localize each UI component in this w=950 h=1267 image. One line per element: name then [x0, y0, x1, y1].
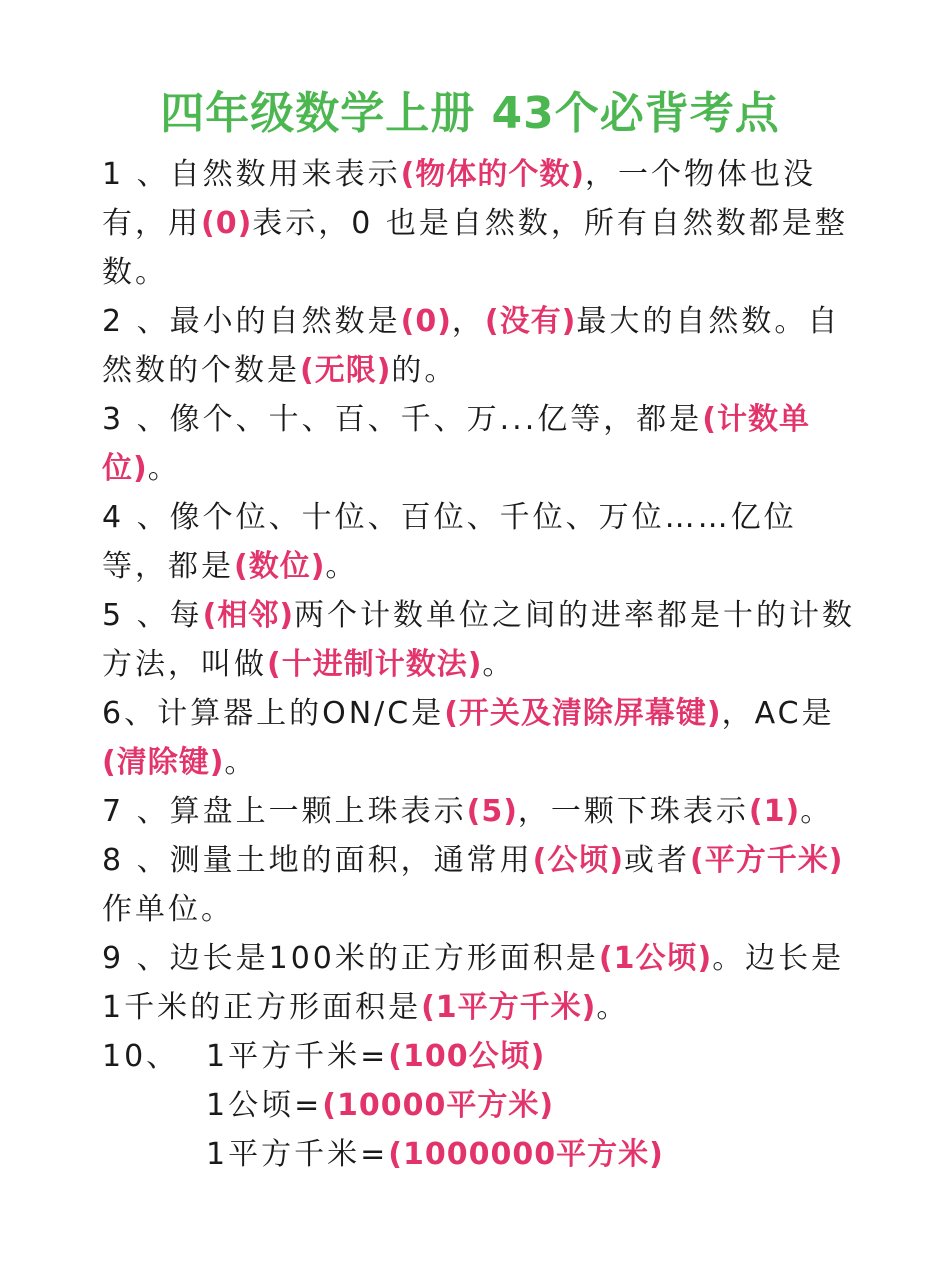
- point-text: 。: [325, 549, 359, 584]
- point-text: 1 、自然数用来表示: [102, 157, 401, 192]
- point-8: [102, 836, 862, 934]
- point-text: 或者: [624, 843, 691, 878]
- point-text: 。: [800, 794, 834, 829]
- point-6: [102, 689, 862, 787]
- point-text: ，一个物体也没有，用: [102, 157, 817, 241]
- point-text: 3 、像个、十、百、千、万...亿等，都是: [102, 402, 703, 437]
- point-text: 6、计算器上的ON/C是: [102, 696, 445, 731]
- point-1: [102, 150, 862, 297]
- point-9: [102, 934, 862, 1032]
- point-text: 1平方千米=: [206, 1039, 389, 1074]
- point-answer: (10000平方米): [322, 1088, 555, 1123]
- point-2: [102, 297, 862, 395]
- point-10-line-2: [102, 1081, 862, 1130]
- point-answer: (平方千米): [690, 843, 844, 878]
- point-text: 7 、算盘上一颗上珠表示: [102, 794, 467, 829]
- point-answer: (数位): [234, 549, 326, 584]
- point-text: 最大的自然数。自然数的个数是: [102, 304, 841, 388]
- point-answer: (没有): [484, 304, 577, 339]
- point-answer: (0): [400, 304, 452, 339]
- point-answer: (1000000平方米): [388, 1137, 664, 1172]
- point-3: [102, 395, 862, 493]
- point-text: 1平方千米=: [206, 1137, 389, 1172]
- point-text: 作单位。: [102, 892, 234, 927]
- point-text: 5 、每: [102, 598, 203, 633]
- point-answer: (1平方千米): [421, 990, 597, 1025]
- point-answer: (计数单位): [102, 402, 810, 486]
- point-answer: (开关及清除屏幕键): [444, 696, 722, 731]
- point-5: [102, 591, 862, 689]
- page-title: 四年级数学上册 43个必背考点: [160, 88, 780, 139]
- point-answer: (无限): [300, 353, 392, 388]
- point-text: 。: [224, 745, 258, 780]
- point-text: 8 、测量土地的面积，通常用: [102, 843, 533, 878]
- point-answer: (1公顷): [598, 941, 713, 976]
- point-answer: (1): [748, 794, 801, 829]
- point-10-number: 10、: [102, 1039, 180, 1074]
- point-10-line-1: [102, 1032, 862, 1081]
- point-4: [102, 493, 862, 591]
- point-answer: (十进制计数法): [267, 647, 483, 682]
- point-text: 1公顷=: [206, 1088, 323, 1123]
- point-answer: (清除键): [102, 745, 225, 780]
- point-text: ，AC是: [721, 696, 835, 731]
- point-text: 表示，0 也是自然数，所有自然数都是整数。: [102, 206, 848, 290]
- point-text: 9 、边长是100米的正方形面积是: [102, 941, 599, 976]
- point-text: 。: [482, 647, 516, 682]
- point-answer: (公顷): [532, 843, 625, 878]
- point-text: 。边长是1千米的正方形面积是: [102, 941, 845, 1025]
- point-text: ，一颗下珠表示: [517, 794, 749, 829]
- point-answer: (5): [466, 794, 518, 829]
- point-answer: (相邻): [202, 598, 295, 633]
- point-answer: (0): [201, 206, 253, 241]
- point-10-line-3: [102, 1130, 862, 1179]
- point-text: ，: [451, 304, 485, 339]
- point-text: 的。: [391, 353, 458, 388]
- points-list: [102, 150, 862, 1179]
- point-text: 。: [596, 990, 630, 1025]
- point-text: 2 、最小的自然数是: [102, 304, 401, 339]
- point-text: 。: [147, 451, 181, 486]
- point-answer: (100公顷): [388, 1039, 546, 1074]
- point-text: 4 、像个位、十位、百位、千位、万位……亿位等，都是: [102, 500, 797, 584]
- point-7: [102, 787, 862, 836]
- point-text: 两个计数单位之间的进率都是十的计数方法，叫做: [102, 598, 856, 682]
- point-answer: (物体的个数): [400, 157, 586, 192]
